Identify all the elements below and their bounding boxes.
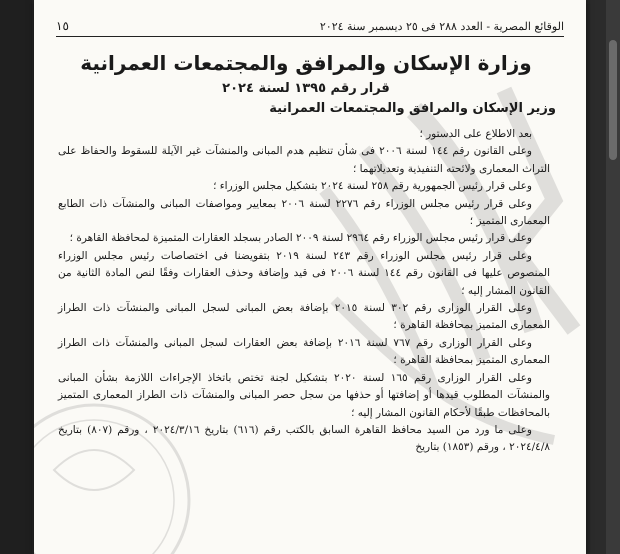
- ministry-title: وزارة الإسكان والمرافق والمجتمعات العمرانية: [80, 51, 532, 75]
- scrollbar-thumb[interactable]: [609, 40, 617, 160]
- page-number: ١٥: [56, 19, 69, 33]
- minister-title: وزير الإسكان والمرافق والمجتمعات العمرانية: [269, 101, 556, 116]
- viewer-left-margin: [0, 0, 32, 554]
- vertical-scrollbar[interactable]: [606, 0, 620, 554]
- preamble-paragraph: وعلى قرار رئيس مجلس الوزراء رقم ٢٢٧٦ لسنة ٢٠٠٦ بمعايير ومواصفات المبانى والمنشآت ذات الطابع المعمارى المتميز ؛: [58, 197, 550, 228]
- gazette-issue-line: الوقائع المصرية - العدد ٢٨٨ فى ٢٥ ديسمبر سنة ٢٠٢٤: [319, 19, 564, 33]
- preamble-paragraph: وعلى القرار الوزارى رقم ٧٦٧ لسنة ٢٠١٦ بإضافة بعض العقارات لسجل المبانى والمنشآت ذات الطراز المعمارى المتميز بمحافظة القاهرة ؛: [58, 336, 550, 367]
- preamble-paragraph: وعلى قرار رئيس مجلس الوزراء رقم ٢٤٣ لسنة ٢٠١٩ بتفويضنا فى اختصاصات رئيس مجلس الوزراء المنصوص عليها فى القانون رقم ١٤٤ لسنة ٢٠٠٦ فى قيد وإضافة وحذف العقارات وفقًا لنص المادة الثانية من القانون المشار إليه ؛: [58, 249, 551, 297]
- preamble-paragraph: وعلى القرار الوزارى رقم ١٦٥ لسنة ٢٠٢٠ بتشكيل لجنة تختص باتخاذ الإجراءات اللازمة بشأن المبانى والمنشآت المطلوب قيدها أو إضافتها أو حذفها من سجل حصر المبانى والمنشآت ذات الطراز المعمارى المتميز بالمحافظات طبقًا لأحكام القانون المشار إليه ؛: [58, 371, 550, 419]
- decree-body: [58, 126, 550, 457]
- preamble-paragraph: بعد الاطلاع على الدستور ؛: [419, 128, 532, 140]
- preamble-paragraph: وعلى ما ورد من السيد محافظ القاهرة السابق بالكتب رقم (٦١٦) بتاريخ ٢٠٢٤/٣/١٦ ، ورقم (٨٠٧) بتاريخ ٢٠٢٤/٤/٨ ، ورقم (١٨٥٣) بتاريخ: [58, 423, 550, 454]
- document-page: [34, 0, 586, 554]
- gazette-header: [56, 16, 564, 37]
- preamble-paragraph: وعلى القرار الوزارى رقم ٣٠٢ لسنة ٢٠١٥ بإضافة بعض المبانى لسجل المبانى والمنشآت ذات الطراز المعمارى المتميز بمحافظة القاهرة ؛: [58, 302, 550, 332]
- preamble-paragraph: وعلى قرار رئيس مجلس الوزراء رقم ٢٩٦٤ لسنة ٢٠٠٩ الصادر بسجلد العقارات المتميزة لمحافظة القاهرة ؛: [69, 232, 532, 245]
- preamble-paragraph: وعلى القانون رقم ١٤٤ لسنة ٢٠٠٦ فى شأن تنظيم هدم المبانى والمنشآت غير الآيلة للسقوط والحفاظ على التراث المعمارى ولائحته التنفيذية وتعديلاتهما ؛: [58, 145, 550, 175]
- decree-titles: [56, 50, 556, 118]
- preamble-paragraph: وعلى قرار رئيس الجمهورية رقم ٢٥٨ لسنة ٢٠٢٤ بتشكيل مجلس الوزراء ؛: [213, 180, 532, 193]
- decree-number: قرار رقم ١٣٩٥ لسنة ٢٠٢٤: [222, 81, 390, 96]
